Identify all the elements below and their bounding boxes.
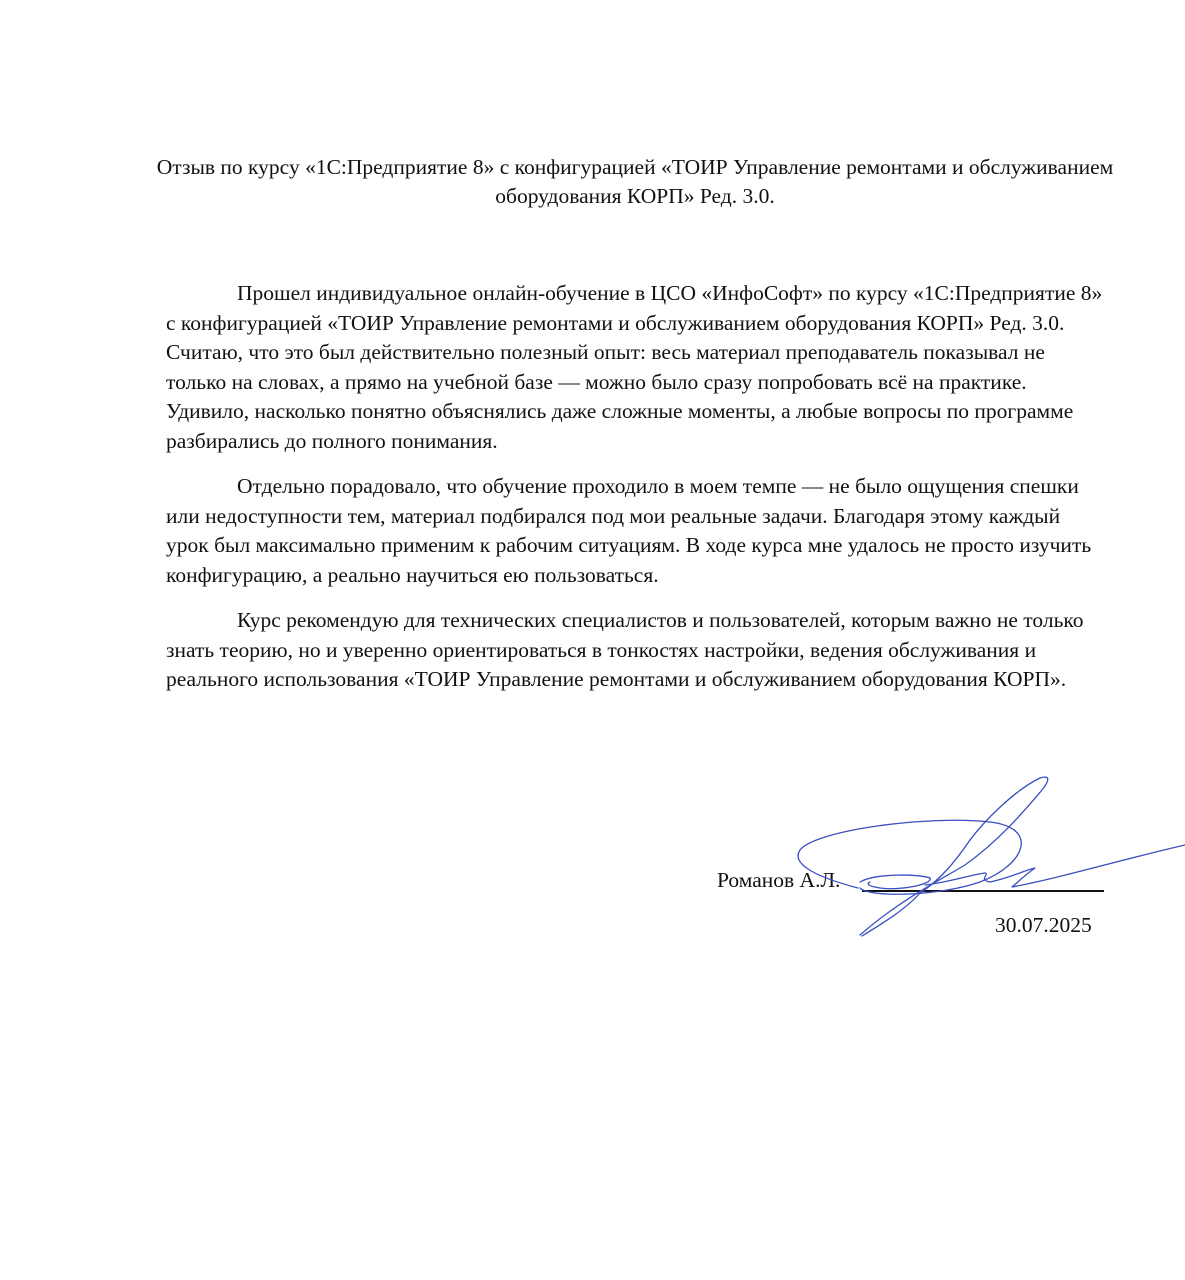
signature-date: 30.07.2025	[995, 913, 1092, 937]
signature-descender-stroke	[862, 893, 920, 936]
signatory-name: Романов А.Л.	[717, 868, 841, 892]
paragraph-2: Отдельно порадовало, что обучение проходило в моем темпе — не было ощущения спешки или недоступности тем, материал подбирался под мои реальные задачи. Благодаря этому каждый урок был максимально применим к рабочим ситуациям. В ходе курса мне удалось не просто изучить конфигурацию, а реально научиться ею пользоваться.	[166, 474, 1092, 587]
signature-zigzag-stroke	[925, 845, 1185, 887]
paragraph-1: Прошел индивидуальное онлайн-обучение в ЦСО «ИнфоСофт» по курсу «1С:Предприятие 8» с конфигурацией «ТОИР Управление ремонтами и обслуживанием оборудования КОРП» Ред. 3.0. Считаю, что это был действительно полезный опыт: весь материал преподаватель показывал не только на словах, а прямо на учебной базе — можно было сразу попробовать всё на практике. Удивило, насколько понятно объяснялись даже сложные моменты, а любые вопросы по программе разбирались до полного понимания.	[166, 281, 1103, 453]
document-body	[166, 279, 1106, 711]
handwritten-signature-icon	[780, 770, 1185, 945]
signature-small-loop-stroke	[860, 875, 930, 889]
document-title: Отзыв по курсу «1С:Предприятие 8» с конфигурацией «ТОИР Управление ремонтами и обслуживанием оборудования КОРП» Ред. 3.0.	[156, 155, 1114, 208]
signature-line	[862, 890, 1104, 892]
paragraph-3: Курс рекомендую для технических специалистов и пользователей, которым важно не только знать теорию, но и уверенно ориентироваться в тонкостях настройки, ведения обслуживания и реального использования «ТОИР Управление ремонтами и обслуживанием оборудования КОРП».	[166, 608, 1084, 691]
